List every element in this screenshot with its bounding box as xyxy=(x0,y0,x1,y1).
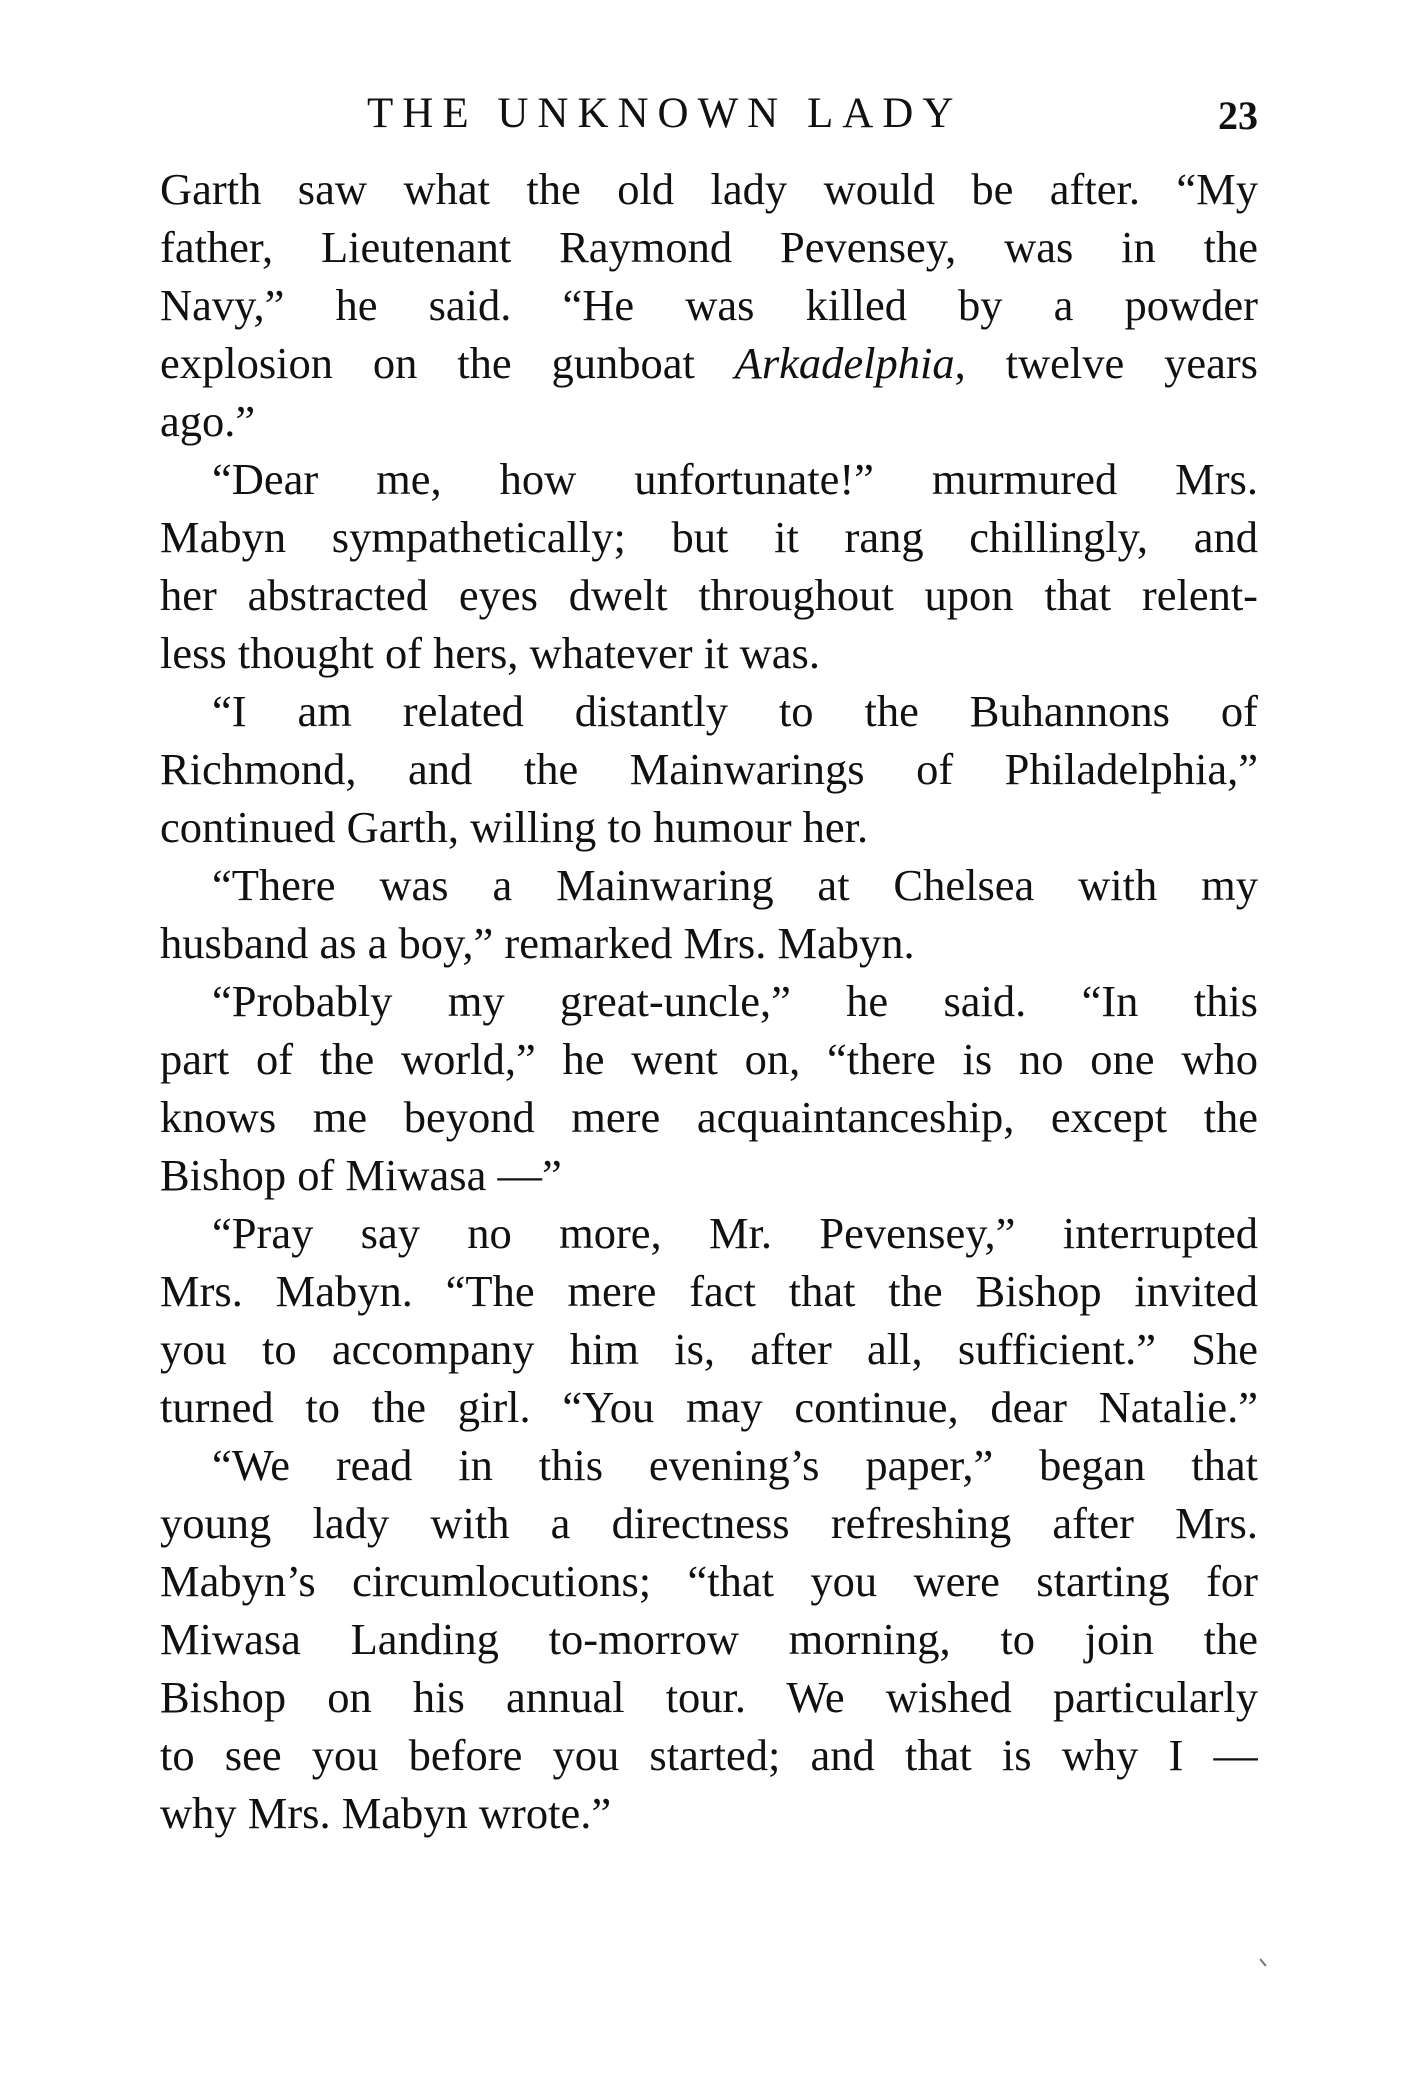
text-line: Richmond, and the Mainwarings of Philadelphia,” xyxy=(160,744,1258,794)
text-line: “We read in this evening’s paper,” began that xyxy=(212,1440,1258,1490)
text-segment: explosion on the gunboat xyxy=(160,338,735,388)
text-line: husband as a boy,” remarked Mrs. Mabyn. xyxy=(160,918,915,968)
text-line: “Pray say no more, Mr. Pevensey,” interrupted xyxy=(212,1208,1258,1258)
text-line xyxy=(160,334,1258,392)
ship-name: Arkadelphia xyxy=(734,338,955,388)
text-line: you to accompany him is, after all, sufficient.” She xyxy=(160,1324,1258,1374)
text-line: part of the world,” he went on, “there is no one who xyxy=(160,1034,1258,1084)
text-line: knows me beyond mere acquaintanceship, except the xyxy=(160,1092,1258,1142)
text-line: Miwasa Landing to-morrow morning, to join the xyxy=(160,1614,1258,1664)
text-line: ago.” xyxy=(160,396,256,446)
text-line: father, Lieutenant Raymond Pevensey, was in the xyxy=(160,222,1258,272)
text-line: young lady with a directness refreshing after Mrs. xyxy=(160,1498,1258,1548)
text-line: why Mrs. Mabyn wrote.” xyxy=(160,1788,612,1838)
page-header xyxy=(160,84,1258,144)
text-line: her abstracted eyes dwelt throughout upon that relent- xyxy=(160,570,1258,620)
scan-speck xyxy=(1259,1958,1266,1966)
page-number: 23 xyxy=(1218,93,1258,138)
text-line: continued Garth, willing to humour her. xyxy=(160,802,869,852)
text-line: less thought of hers, whatever it was. xyxy=(160,628,820,678)
text-line: Bishop on his annual tour. We wished particularly xyxy=(160,1672,1258,1722)
text-line: Garth saw what the old lady would be after. “My xyxy=(160,164,1258,214)
text-line: turned to the girl. “You may continue, dear Natalie.” xyxy=(160,1382,1258,1432)
text-line: “There was a Mainwaring at Chelsea with my xyxy=(212,860,1258,910)
text-line: Bishop of Miwasa —” xyxy=(160,1150,562,1200)
text-line: Mabyn sympathetically; but it rang chillingly, and xyxy=(160,512,1258,562)
text-line: to see you before you started; and that is why I — xyxy=(160,1730,1258,1780)
text-line: Mrs. Mabyn. “The mere fact that the Bishop invited xyxy=(160,1266,1258,1316)
text-line: Navy,” he said. “He was killed by a powder xyxy=(160,280,1258,330)
body-text xyxy=(160,160,1258,1842)
running-title: THE UNKNOWN LADY xyxy=(367,90,963,137)
text-line: “Probably my great-uncle,” he said. “In this xyxy=(212,976,1258,1026)
text-line: Mabyn’s circumlocutions; “that you were starting for xyxy=(160,1556,1258,1606)
text-segment: , twelve years xyxy=(954,338,1258,388)
text-line: “I am related distantly to the Buhannons of xyxy=(212,686,1258,736)
text-line: “Dear me, how unfortunate!” murmured Mrs. xyxy=(212,454,1258,504)
